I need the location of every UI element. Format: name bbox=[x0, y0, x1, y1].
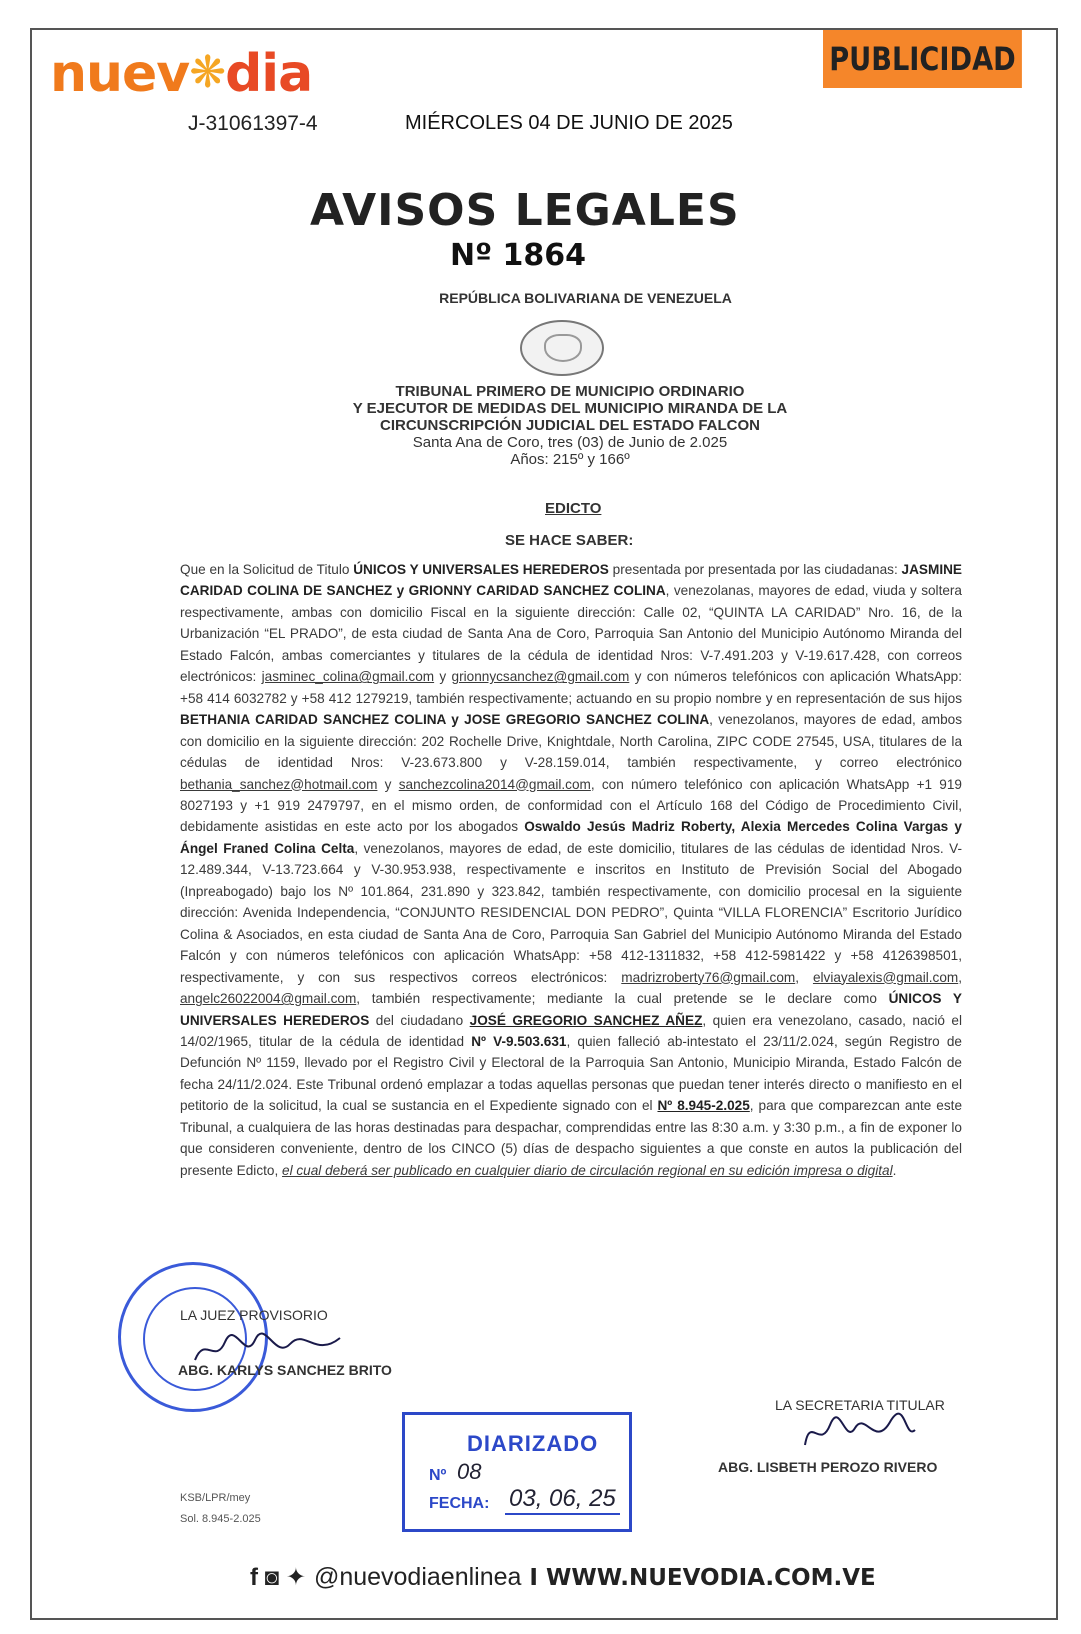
secretary-name: ABG. LISBETH PEROZO RIVERO bbox=[718, 1459, 938, 1475]
social-icons[interactable]: f ◙ ✦ bbox=[250, 1564, 306, 1591]
judge-name: ABG. KARLYS SANCHEZ BRITO bbox=[178, 1362, 392, 1378]
email-link[interactable]: madrizroberty76@gmail.com bbox=[621, 969, 796, 985]
secretary-title: LA SECRETARIA TITULAR bbox=[775, 1397, 945, 1413]
diarizado-stamp bbox=[402, 1412, 632, 1532]
court-years: Años: 215º y 166º bbox=[510, 451, 630, 468]
court-date: Santa Ana de Coro, tres (03) de Junio de 2.025 bbox=[412, 434, 728, 451]
reference-solicitud: Sol. 8.945-2.025 bbox=[180, 1513, 261, 1525]
coat-of-arms-icon bbox=[520, 320, 604, 376]
court-line-3: CIRCUNSCRIPCIÓN JUDICIAL DEL ESTADO FALCON bbox=[379, 417, 761, 434]
email-link[interactable]: elviayalexis@gmail.com bbox=[812, 969, 959, 985]
court-line-1: TRIBUNAL PRIMERO DE MUNICIPIO ORDINARIO bbox=[395, 383, 745, 400]
stamp-no-label: Nº bbox=[429, 1467, 447, 1484]
publication-date: MIÉRCOLES 04 DE JUNIO DE 2025 bbox=[405, 112, 733, 134]
footer bbox=[250, 1563, 876, 1592]
publicidad-badge: PUBLICIDAD bbox=[823, 30, 1022, 88]
stamp-no-value: 08 bbox=[457, 1459, 482, 1484]
republic-heading: REPÚBLICA BOLIVARIANA DE VENEZUELA bbox=[439, 290, 732, 306]
social-handle[interactable]: @nuevodiaenlinea bbox=[313, 1563, 522, 1591]
court-line-2: Y EJECUTOR DE MEDIDAS DEL MUNICIPIO MIRANDA DE LA bbox=[352, 400, 788, 417]
email-link[interactable]: grionnycsanchez@gmail.com bbox=[451, 669, 630, 685]
sun-icon: ❋ bbox=[189, 47, 226, 98]
court-heading bbox=[330, 383, 810, 468]
page-title: AVISOS LEGALES bbox=[310, 185, 740, 236]
stamp-fecha-label: FECHA: bbox=[429, 1495, 490, 1512]
notice-number: Nº 1864 bbox=[450, 238, 586, 273]
judge-title: LA JUEZ PROVISORIO bbox=[180, 1307, 328, 1323]
rif-number: J-31061397-4 bbox=[188, 112, 318, 135]
stamp-fecha-value: 03, 06, 25 bbox=[505, 1485, 620, 1515]
stamp-title: DIARIZADO bbox=[467, 1431, 599, 1456]
edicto-heading: EDICTO bbox=[545, 500, 602, 517]
secretary-signature bbox=[800, 1410, 920, 1455]
email-link[interactable]: angelc26022004@gmail.com bbox=[180, 991, 357, 1007]
email-link[interactable]: jasminec_colina@gmail.com bbox=[261, 669, 435, 685]
email-link[interactable]: sanchezcolina2014@gmail.com bbox=[398, 776, 591, 792]
reference-initials: KSB/LPR/mey bbox=[180, 1492, 251, 1504]
footer-separator: I bbox=[529, 1564, 538, 1591]
brand-logo: nuev❋dia bbox=[50, 44, 313, 104]
email-link[interactable]: bethania_sanchez@hotmail.com bbox=[180, 776, 378, 792]
edict-body: Que en la Solicitud de Titulo ÚNICOS Y UNIVERSALES HEREDEROS presentada por presentada por las ciudadanas: JASMINE CARIDAD COLINA DE SANCHEZ y GRIONNY CARIDAD SANCHEZ COLINA, venezolanas, mayores de edad, viuda y soltera respectivamente, ambas con domicilio Fiscal en la siguiente dirección: Calle 02, “QUINTA LA CARIDAD” Nro. 16, de la Urbanización “EL PRADO”, de esta ciudad de Santa Ana de Coro, Parroquia San Antonio del Municipio Autónomo Miranda del Estado Falcón, ambas comerciantes y titulares de la cédula de identidad Nros: V-7.491.203 y V-19.617.428, con correos electrónicos: jasminec_colina@gmail.com y grionnycsanchez@gmail.com y con números telefónicos con aplicación WhatsApp: +58 414 6032782 y +58 412 1279219, también respectivamente; actuando en su propio nombre y en representación de sus hijos BETHANIA CARIDAD SANCHEZ COLINA y JOSE GREGORIO SANCHEZ COLINA, venezolanos, mayores de edad, ambos con domicilio en la siguiente dirección: 202 Rochelle Drive, Knightdale, North Carolina, ZIPC CODE 27545, USA, titulares de la cédulas de identidad Nros: V-23.673.800 y V-28.159.014, también respectivamente, y correo electrónico bethania_sanchez@hotmail.com y sanchezcolina2014@gmail.com, con número telefónico con aplicación WhatsApp +1 919 8027193 y +1 919 2479797, en el mismo orden, de conformidad con el Artículo 168 del Código de Procedimiento Civil, debidamente asistidas en este acto por los abogados Oswaldo Jesús Madriz Roberty, Alexia Mercedes Colina Vargas y Ángel Franed Colina Celta, venezolanos, mayores de edad, de este domicilio, titulares de las cédulas de identidad Nros. V-12.489.344, V-13.723.664 y V-30.953.938, respectivamente e inscritos en Instituto de Previsión Social del Abogado (Inpreabogado) bajo los Nº 101.864, 231.890 y 323.842, también respectivamente, con domicilio procesal en la siguiente dirección: Avenida Independencia, “CONJUNTO RESIDENCIAL DON PEDRO”, Quinta “VILLA FLORENCIA” Escritorio Jurídico Colina & Asociados, en esta ciudad de Santa Ana de Coro, Parroquia San Gabriel del Municipio Autónomo Miranda del Estado Falcón y con números telefónicos con aplicación WhatsApp: +58 412-1311832, +58 412-5981422 y +58 4126398501, respectivamente, y con sus respectivos correos electrónicos: madrizroberty76@gmail.com, elviayalexis@gmail.com, angelc26022004@gmail.com, también respectivamente; mediante la cual pretende se le declare como ÚNICOS Y UNIVERSALES HEREDEROS del ciudadano JOSÉ GREGORIO SANCHEZ AÑEZ, quien era venezolano, casado, nació el 14/02/1965, titular de la cédula de identidad Nº V-9.503.631, quien falleció ab-intestato el 23/11/2.024, según Registro de Defunción Nº 1159, llevado por el Registro Civil y Electoral de la Parroquia San Antonio, Municipio Miranda, Estado Falcón de fecha 24/11/2.024. Este Tribunal ordenó emplazar a todas aquellas personas que puedan tener interés directo o manifiesto en el petitorio de la solicitud, la cual se sustancia en el Expediente signado con el Nº 8.945-2.025, para que comparezcan ante este Tribunal, a cualquiera de las horas destinadas para despachar, comprendidas entre las 8:30 a.m. y 3:30 p.m., a fin de exponer lo que consideren conveniente, dentro de los CINCO (5) días de despacho siguientes a que conste en autos la publicación del presente Edicto, el cual deberá ser publicado en cualquier diario de circulación regional en su edición impresa o digital. bbox=[180, 562, 962, 1178]
hace-saber-heading: SE HACE SABER: bbox=[505, 532, 634, 549]
website-link[interactable]: WWW.NUEVODIA.COM.VE bbox=[545, 1564, 876, 1591]
